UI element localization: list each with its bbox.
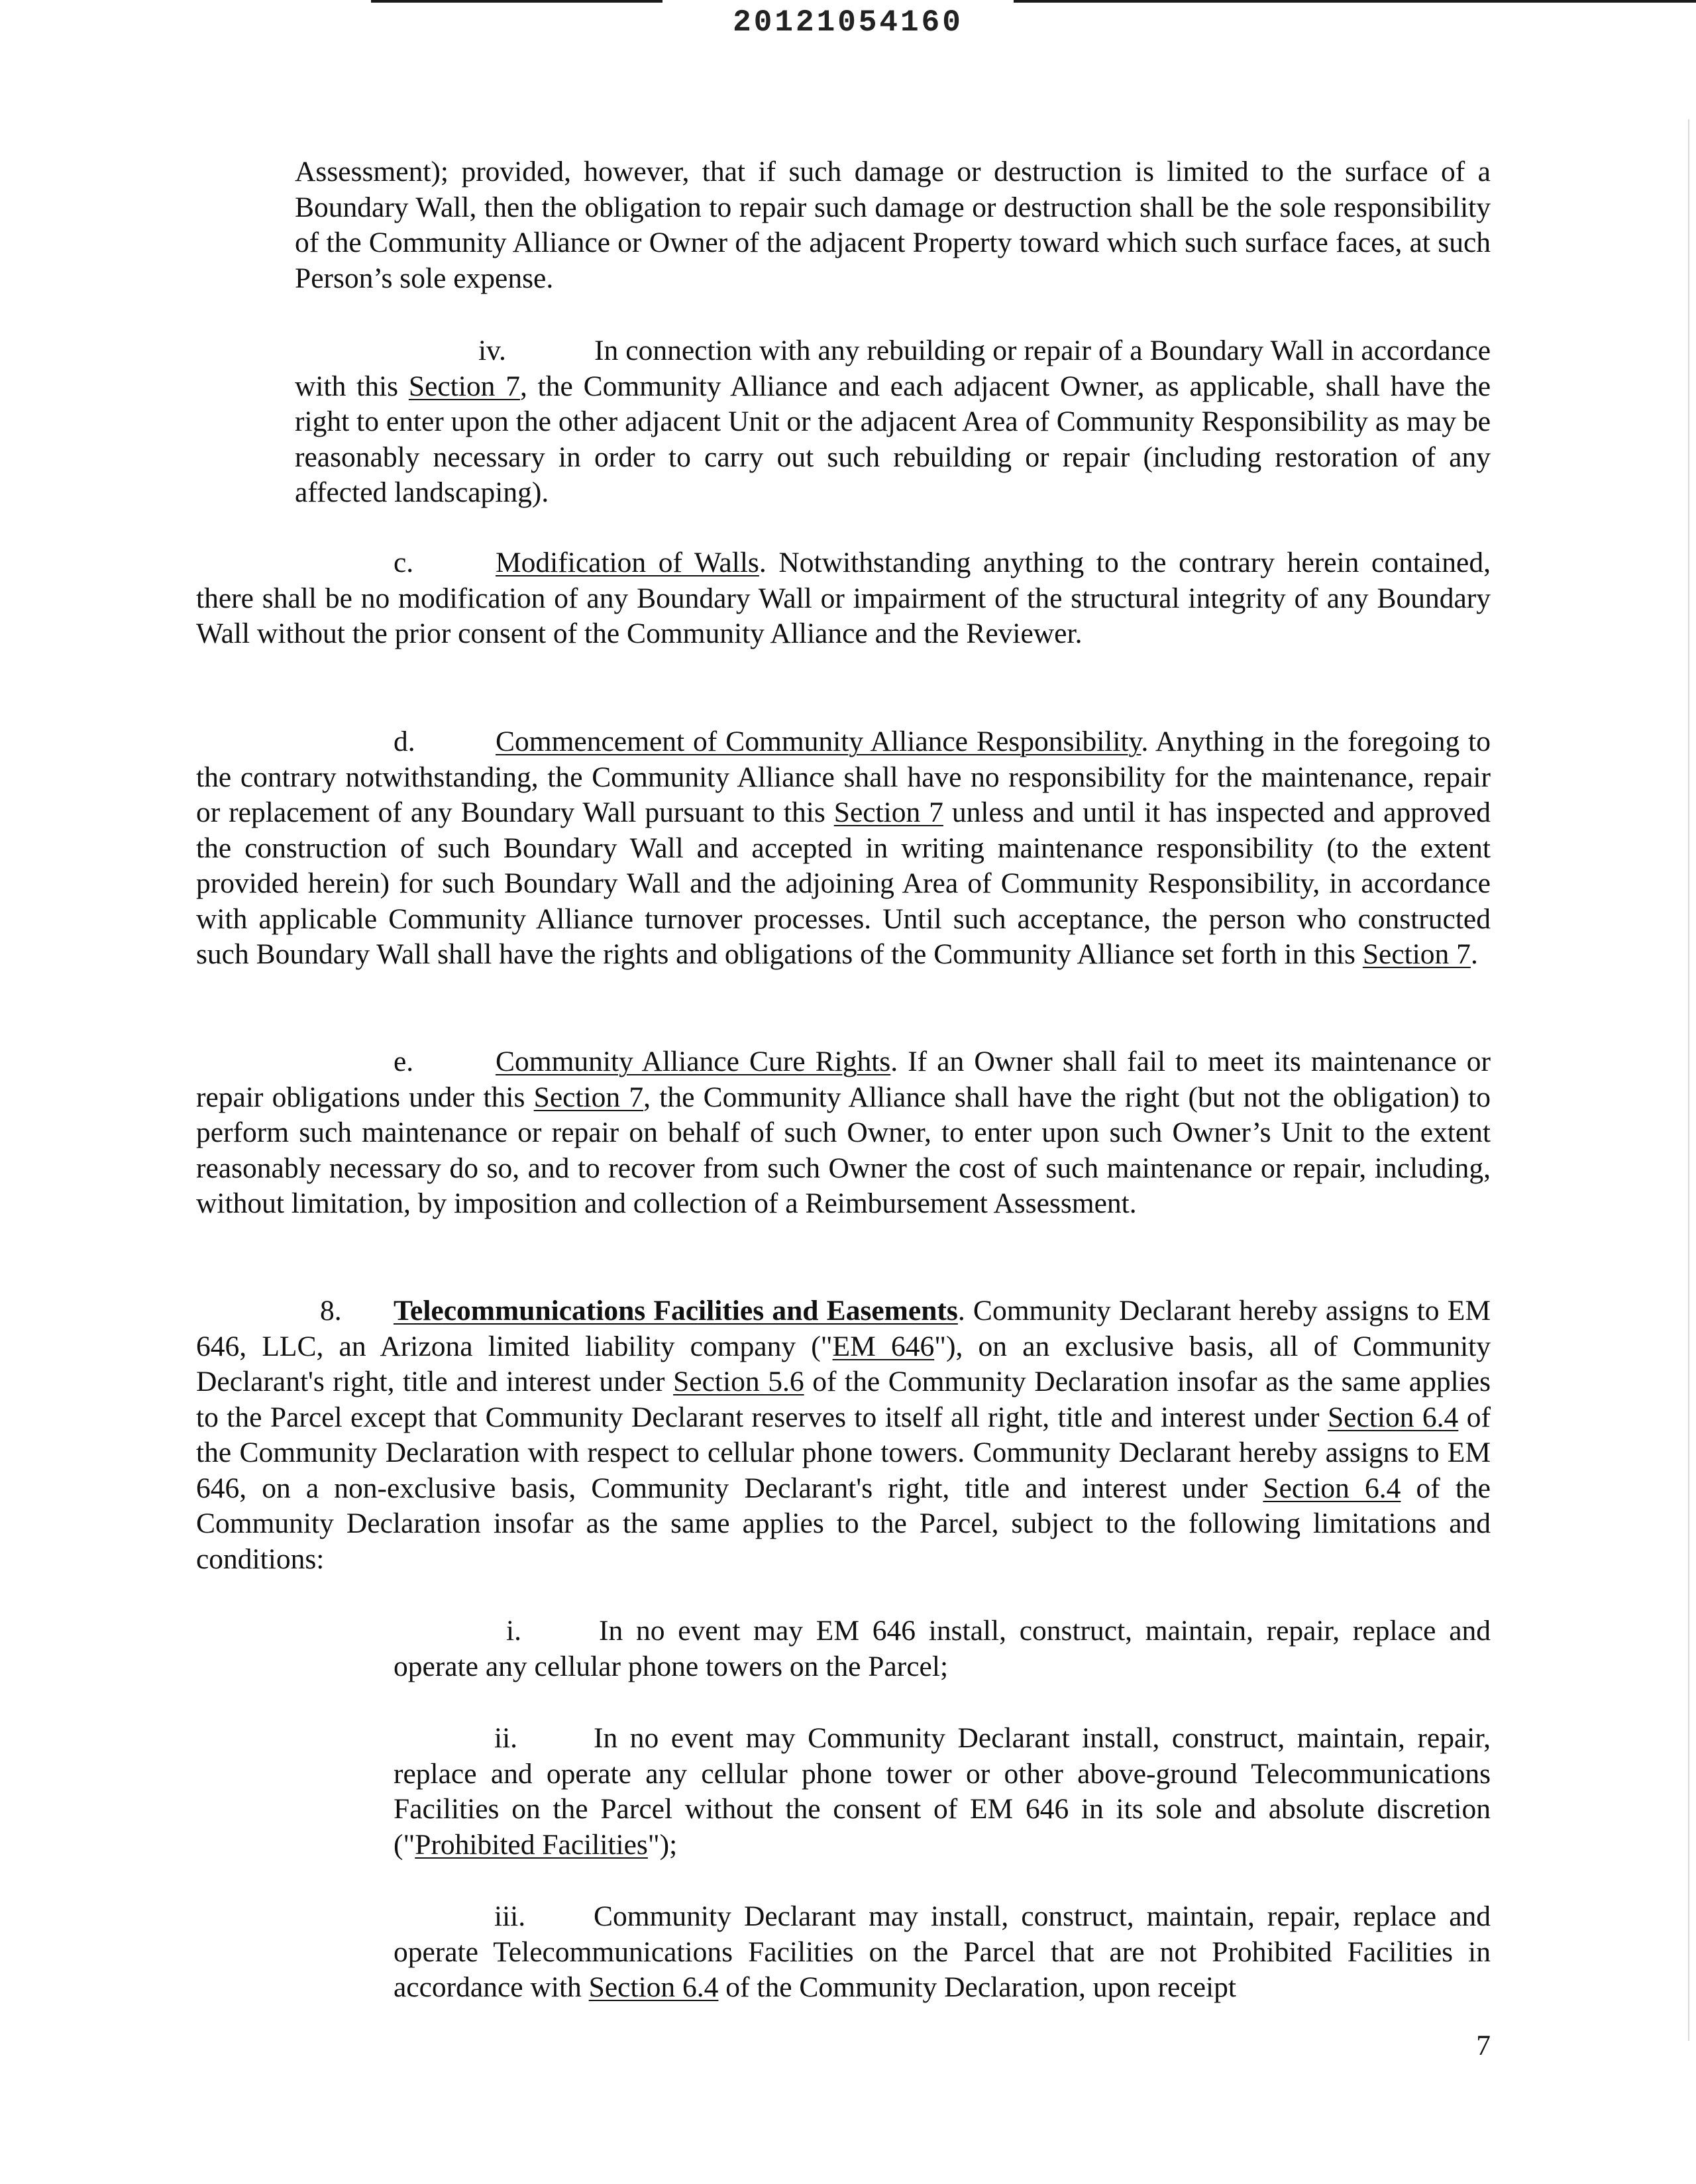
section-reference: Section 7 <box>533 1081 644 1113</box>
paragraph-iii <box>394 1899 1491 2006</box>
paragraph-text: . If an Owner shall fail to meet its maintenance or repair obligations under this <box>196 1046 1491 1113</box>
section-reference: Section 6.4 <box>588 1971 719 2003</box>
list-marker: c. <box>394 547 414 578</box>
list-marker: iv. <box>478 335 506 366</box>
paragraph-ii <box>394 1721 1491 1863</box>
paragraph-text: of the Community Declaration insofar as the same applies to the Parcel except that Community Declarant reserves to itself all right, title and interest under <box>196 1366 1491 1433</box>
paragraph-text: . <box>1470 938 1478 970</box>
section-reference: Section 7 <box>1362 938 1471 970</box>
subsection-heading: Modification of Walls <box>496 547 759 578</box>
list-marker: ii. <box>494 1722 518 1754</box>
section-number: 8. <box>320 1295 342 1327</box>
paragraph-text: , the Community Alliance shall have the right (but not the obligation) to perform such maintenance or repair on behalf of such Owner, to enter upon such Owner’s Unit to the extent reasonably necessary do so, and to recover from such Owner the cost of such maintenance or repair, including, without limitation, by imposition and collection of a Reimbursement Assessment. <box>196 1081 1491 1219</box>
paragraph-iv <box>295 333 1491 511</box>
list-marker: i. <box>506 1615 521 1647</box>
paragraph-text: "); <box>647 1828 678 1861</box>
defined-term: Prohibited Facilities <box>415 1828 648 1861</box>
paragraph-assessment-continuation <box>295 154 1491 296</box>
defined-term: EM 646 <box>832 1330 935 1362</box>
section-reference: Section 6.4 <box>1263 1472 1401 1504</box>
top-rule-left <box>371 0 662 3</box>
paragraph-c <box>196 545 1491 652</box>
paragraph-text: In no event may Community Declarant install, construct, maintain, repair, replace and operate any cellular phone tower or other above-ground Telecommunications Facilities on the Parcel without the consent of EM 646 in its sole and absolute discretion (" <box>394 1722 1491 1861</box>
top-rule-right <box>1014 0 1696 3</box>
paragraph-i <box>394 1613 1491 1684</box>
section-heading: Telecommunications Facilities and Easements <box>394 1295 958 1327</box>
recording-number: 20121054160 <box>733 5 963 40</box>
paragraph-e <box>196 1044 1491 1222</box>
section-reference: Section 5.6 <box>673 1366 804 1397</box>
paragraph-text: In no event may EM 646 install, construct, maintain, repair, replace and operate any cellular phone towers on the Parcel; <box>394 1615 1491 1682</box>
list-marker: d. <box>394 726 415 757</box>
paragraph-text: unless and until it has inspected and approved the construction of such Boundary Wall and accepted in writing maintenance responsibility (to the extent provided herein) for such Boundary Wall and the adjoining Area of Community Responsibility, in accordance with applicable Community Alliance turnover processes. Until such acceptance, the person who constructed such Boundary Wall shall have the rights and obligations of the Community Alliance set forth in this <box>196 796 1491 970</box>
subsection-heading: Commencement of Community Alliance Responsibility <box>496 726 1141 757</box>
paragraph-8 <box>196 1293 1491 1577</box>
paragraph-d <box>196 724 1491 973</box>
section-reference: Section 7 <box>833 796 943 828</box>
scan-margin-line <box>1688 119 1689 2041</box>
paragraph-text: . Community Declarant hereby assigns to EM 646, LLC, an Arizona limited liability company (" <box>196 1295 1491 1362</box>
paragraph-text: of the Community Declaration, upon receipt <box>718 1971 1236 2003</box>
paragraph-text: "), on an exclusive basis, all of Community Declarant's right, title and interest under <box>196 1330 1491 1397</box>
page-number: 7 <box>1476 2030 1491 2061</box>
paragraph-text: Community Declarant may install, construct, maintain, repair, replace and operate Telecommunications Facilities on the Parcel that are not Prohibited Facilities in accordance with <box>394 1900 1491 2003</box>
section-reference: Section 6.4 <box>1327 1401 1459 1433</box>
section-reference: Section 7 <box>408 370 520 402</box>
paragraph-text: of the Community Declaration insofar as the same applies to the Parcel, subject to the following limitations and conditions: <box>196 1472 1491 1575</box>
paragraph-text: In connection with any rebuilding or repair of a Boundary Wall in accordance with this <box>295 335 1491 402</box>
paragraph-text: , the Community Alliance and each adjacent Owner, as applicable, shall have the right to enter upon the other adjacent Unit or the adjacent Area of Community Responsibility as may be reasonably necessary in order to carry out such rebuilding or repair (including restoration of any affected landscaping). <box>295 370 1491 508</box>
list-marker: e. <box>394 1046 414 1077</box>
paragraph-text: of the Community Declaration with respect to cellular phone towers. Community Declarant hereby assigns to EM 646, on a non-exclusive basis, Community Declarant's right, title and interest under <box>196 1401 1491 1504</box>
paragraph-text: Assessment); provided, however, that if such damage or destruction is limited to the surface of a Boundary Wall, then the obligation to repair such damage or destruction shall be the sole responsibility of the Community Alliance or Owner of the adjacent Property toward which such surface faces, at such Person’s sole expense. <box>295 156 1491 294</box>
list-marker: iii. <box>494 1900 526 1932</box>
paragraph-text: . Notwithstanding anything to the contrary herein contained, there shall be no modification of any Boundary Wall or impairment of the structural integrity of any Boundary Wall without the prior consent of the Community Alliance and the Reviewer. <box>196 547 1491 649</box>
paragraph-text: . Anything in the foregoing to the contrary notwithstanding, the Community Alliance shall have no responsibility for the maintenance, repair or replacement of any Boundary Wall pursuant to this <box>196 726 1491 828</box>
subsection-heading: Community Alliance Cure Rights <box>496 1046 891 1077</box>
